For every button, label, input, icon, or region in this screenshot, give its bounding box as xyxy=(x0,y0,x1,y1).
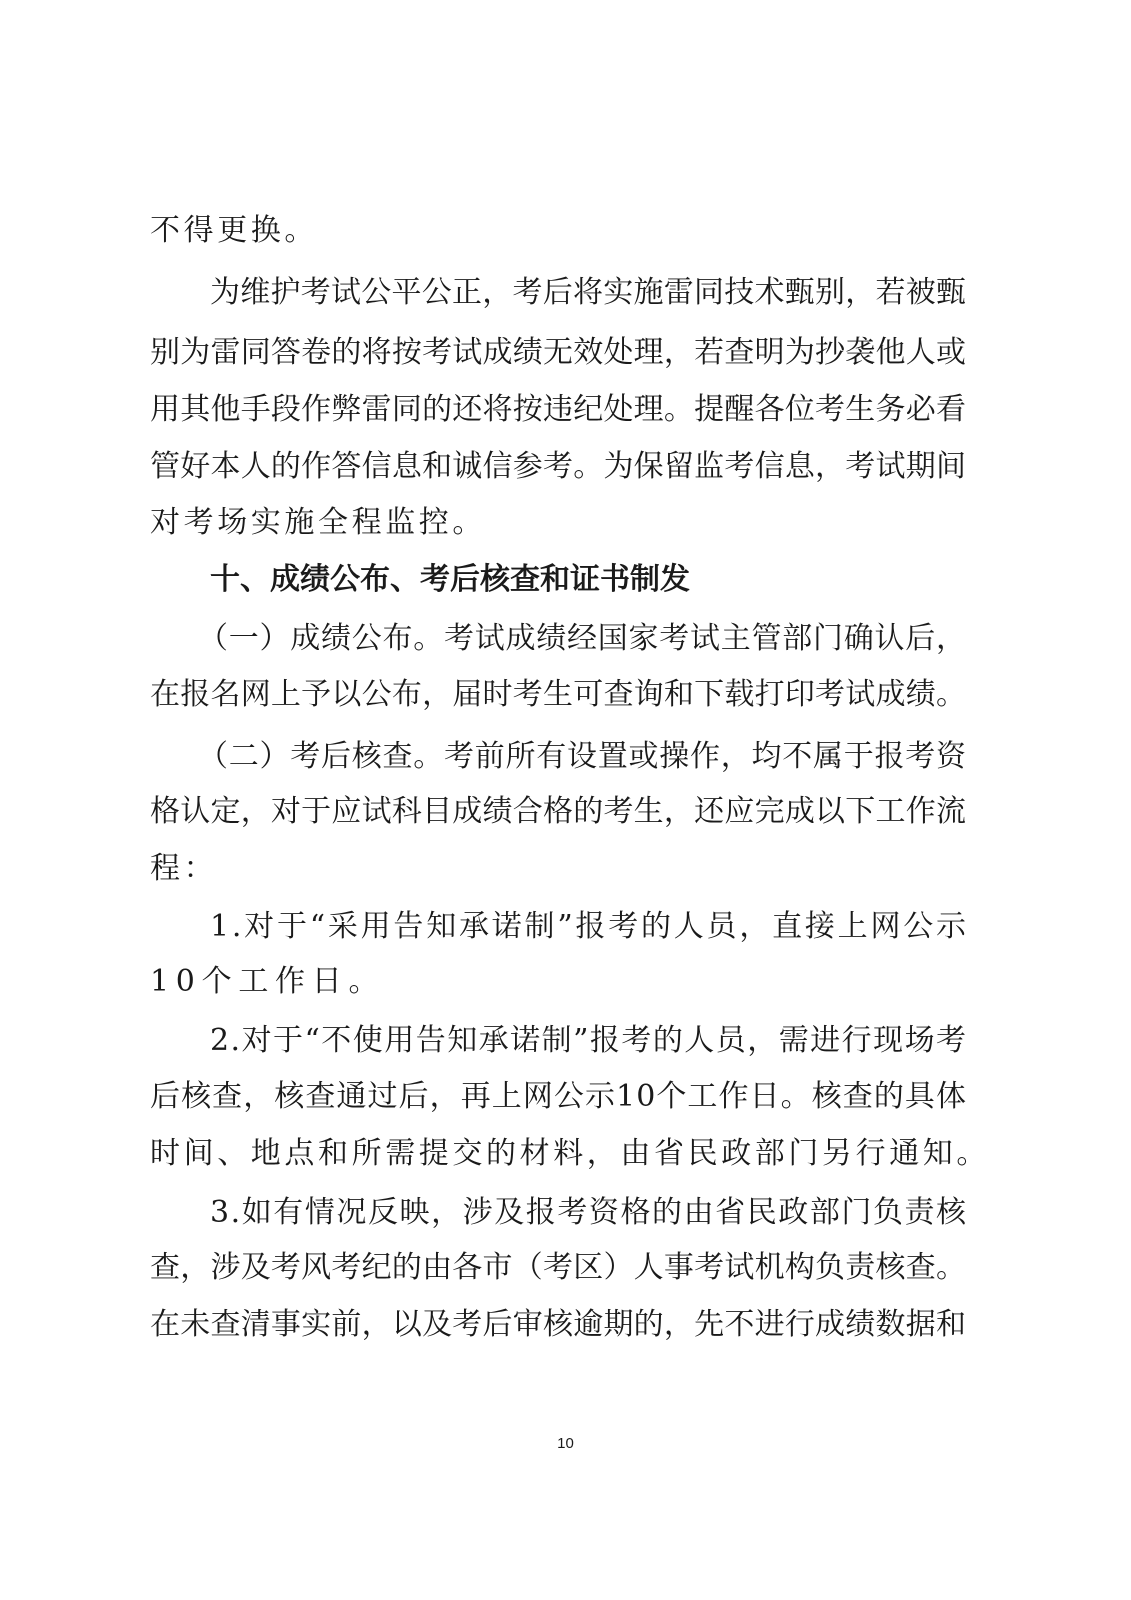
text-line xyxy=(0,840,1131,898)
text-line xyxy=(0,381,1131,439)
text-line xyxy=(0,953,1131,1011)
text-line xyxy=(0,1125,1131,1183)
text-line xyxy=(0,264,1131,322)
text-line xyxy=(0,1068,1131,1126)
text-line xyxy=(0,438,1131,496)
text-line xyxy=(0,1184,1131,1242)
line-text: （二）考后核查。考前所有设置或操作，均不属于报考资 xyxy=(198,739,967,774)
text-line xyxy=(0,494,1131,552)
line-text: 格认定，对于应试科目成绩合格的考生，还应完成以下工作流 xyxy=(150,794,967,829)
text-line xyxy=(0,1296,1131,1354)
page-number: 10 xyxy=(557,1435,574,1452)
text-line xyxy=(0,783,1131,841)
line-text: 2.对于“不使用告知承诺制”报考的人员，需进行现场考 xyxy=(210,1023,968,1058)
line-text: 别为雷同答卷的将按考试成绩无效处理，若查明为抄袭他人或 xyxy=(150,335,967,370)
line-text: 在报名网上予以公布，届时考生可查询和下载打印考试成绩。 xyxy=(150,677,967,712)
text-line xyxy=(0,324,1131,382)
text-line xyxy=(0,666,1131,724)
line-text: 不得更换。 xyxy=(150,213,318,248)
line-text: 在未查清事实前，以及考后审核逾期的，先不进行成绩数据和 xyxy=(150,1307,967,1342)
section-heading-text: 十、成绩公布、考后核查和证书制发 xyxy=(210,562,690,597)
line-text: 为维护考试公平公正，考后将实施雷同技术甄别，若被甄 xyxy=(210,275,967,310)
line-text: 时间、地点和所需提交的材料，由省民政部门另行通知。 xyxy=(150,1136,990,1171)
line-text: 1.对于“采用告知承诺制”报考的人员，直接上网公示 xyxy=(210,909,969,944)
text-line xyxy=(0,898,1131,956)
line-text: 后核查，核查通过后，再上网公示10个工作日。核查的具体 xyxy=(150,1079,968,1114)
text-line xyxy=(0,1239,1131,1297)
line-text: 3.如有情况反映，涉及报考资格的由省民政部门负责核 xyxy=(210,1195,968,1230)
text-line xyxy=(0,610,1131,668)
line-text: 查，涉及考风考纪的由各市（考区）人事考试机构负责核查。 xyxy=(150,1250,967,1285)
text-line xyxy=(0,202,1131,260)
line-text: 程： xyxy=(150,851,218,886)
line-text: （一）成绩公布。考试成绩经国家考试主管部门确认后， xyxy=(198,621,967,656)
section-heading xyxy=(0,551,1131,609)
line-text: 对考场实施全程监控。 xyxy=(150,505,486,540)
line-text: 管好本人的作答信息和诚信参考。为保留监考信息，考试期间 xyxy=(150,449,967,484)
text-line xyxy=(0,728,1131,786)
line-text: 用其他手段作弊雷同的还将按违纪处理。提醒各位考生务必看 xyxy=(150,392,967,427)
text-line xyxy=(0,1012,1131,1070)
line-text: 10个工作日。 xyxy=(150,964,386,999)
